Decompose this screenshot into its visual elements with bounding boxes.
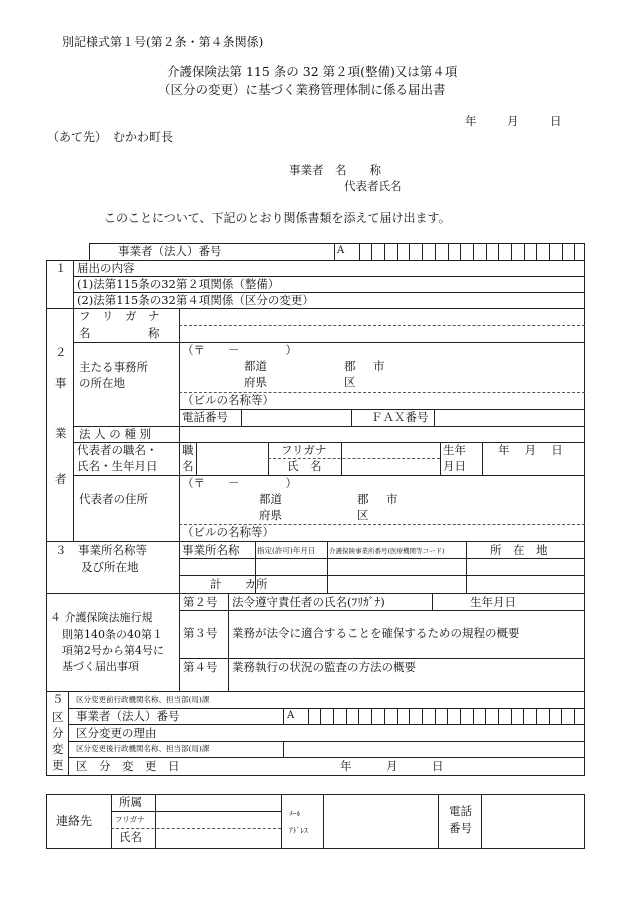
contact-name: 氏名 bbox=[119, 830, 142, 844]
representative-label: 代表者氏名 bbox=[344, 179, 402, 193]
rep-mei: 名 bbox=[182, 459, 194, 473]
rep-address-label: 代表者の住所 bbox=[79, 492, 148, 506]
addressee: （あて先） むかわ町長 bbox=[47, 130, 174, 144]
rep-building[interactable]: （ビルの名称等） bbox=[182, 525, 274, 539]
contact-furigana: フリガナ bbox=[115, 815, 145, 824]
section4-label-2: 則第140条の40第１ bbox=[62, 628, 163, 641]
section3-label-1: 事業所名称等 bbox=[78, 543, 147, 557]
section5-vchar-4: 更 bbox=[52, 758, 64, 772]
office-todo: 都道 bbox=[244, 359, 267, 373]
office-building[interactable]: （ビルの名称等） bbox=[182, 393, 274, 407]
tel-label: 電話番号 bbox=[182, 410, 228, 424]
rep-fuken: 府県 bbox=[259, 508, 282, 522]
rep-birth-1: 生年 bbox=[443, 443, 466, 457]
rep-birth-date[interactable]: 年 月 日 bbox=[498, 443, 563, 457]
rep-furigana: フリガナ bbox=[281, 443, 327, 457]
form-title-line1: 介護保険法第 115 条の 32 第２項(整備)又は第４項 bbox=[167, 64, 458, 79]
section2-vchar-1: 事 bbox=[55, 376, 67, 390]
section2-vchar-2: 業 bbox=[55, 426, 67, 440]
rep-label-2: 氏名・生年月日 bbox=[77, 459, 158, 473]
rep-name: 氏 名 bbox=[287, 459, 322, 473]
office-postal[interactable]: （〒 － ） bbox=[182, 343, 297, 357]
col-designation-date: 指定(許可)年月日 bbox=[257, 546, 316, 555]
change-date-value[interactable]: 年 月 日 bbox=[340, 759, 444, 773]
section3-total: 計 カ所 bbox=[210, 577, 268, 591]
date-day: 日 bbox=[550, 114, 562, 128]
contact-mail-1: ﾒｰﾙ bbox=[289, 809, 301, 818]
contact-label: 連絡先 bbox=[56, 814, 93, 828]
statement: このことについて、下記のとおり関係書類を添えて届け出ます。 bbox=[104, 211, 451, 225]
contact-affiliation: 所属 bbox=[119, 795, 142, 809]
contact-phone-2: 番号 bbox=[449, 821, 472, 835]
change-corp-number-cells[interactable] bbox=[296, 708, 575, 724]
corp-number-label: 事業者（法人）番号 bbox=[118, 244, 222, 258]
section3-number: ３ bbox=[55, 543, 67, 557]
item4-text: 業務執行の状況の監査の方法の概要 bbox=[232, 660, 416, 674]
rep-todo: 都道 bbox=[259, 492, 282, 506]
section2-vchar-3: 者 bbox=[55, 472, 67, 486]
office-ku: 区 bbox=[344, 375, 356, 389]
change-corp-number-label: 事業者（法人）番号 bbox=[76, 709, 180, 723]
section1-label: 届出の内容 bbox=[77, 261, 135, 275]
item3-text: 業務が法令に適合することを確保するための規程の概要 bbox=[232, 626, 520, 640]
form-title-line2: （区分の変更）に基づく業務管理体制に係る届出書 bbox=[158, 82, 446, 97]
rep-shi: 市 bbox=[386, 492, 398, 506]
date-month: 月 bbox=[507, 114, 519, 128]
change-reason-label: 区分変更の理由 bbox=[76, 726, 157, 740]
section5-vchar-2: 分 bbox=[52, 726, 64, 740]
section5-vchar-3: 変 bbox=[52, 742, 64, 756]
change-date-label: 区 分 変 更 日 bbox=[76, 759, 180, 773]
date-year: 年 bbox=[465, 114, 477, 128]
section2-number: ２ bbox=[55, 345, 67, 359]
office-fuken: 府県 bbox=[244, 375, 267, 389]
col-office-name: 事業所名称 bbox=[182, 543, 240, 557]
section3-label-2: 及び所在地 bbox=[81, 560, 139, 574]
office-shi: 市 bbox=[373, 359, 385, 373]
col-office-number: 介護保険事業所番号(医療機関等コード) bbox=[329, 547, 445, 555]
contact-mail-2: ｱﾄﾞﾚｽ bbox=[289, 826, 308, 835]
name-label: 名 称 bbox=[79, 326, 160, 340]
office-gun: 郡 bbox=[344, 359, 356, 373]
section5-number: ５ bbox=[52, 692, 64, 706]
furigana-label: フ リ ガ ナ bbox=[79, 309, 160, 323]
office-label-1: 主たる事務所 bbox=[79, 360, 148, 374]
section1-number: １ bbox=[55, 261, 67, 275]
item3-number: 第３号 bbox=[183, 626, 218, 640]
item2-birth: 生年月日 bbox=[470, 595, 516, 609]
rep-postal[interactable]: （〒 － ） bbox=[182, 476, 297, 490]
rep-birth-2: 月日 bbox=[443, 459, 466, 473]
business-name-label: 事業者 名 称 bbox=[289, 163, 381, 177]
prev-org-label: 区分変更前行政機関名称、担当部(局)課 bbox=[76, 695, 210, 704]
rep-ku: 区 bbox=[357, 508, 369, 522]
form-number: 別記様式第１号(第２条・第４条関係) bbox=[62, 35, 264, 49]
section4-label-1: ４ 介護保険法施行規 bbox=[50, 611, 153, 624]
section5-vchar-1: 区 bbox=[52, 710, 64, 724]
col-location: 所 在 地 bbox=[490, 543, 548, 557]
section4-label-3: 項第2号から第4号に bbox=[62, 644, 164, 657]
section1-option2[interactable]: (2)法第115条の32第４項関係（区分の変更） bbox=[77, 293, 314, 307]
office-label-2: の所在地 bbox=[79, 376, 125, 390]
rep-shoku: 職 bbox=[182, 443, 194, 457]
item4-number: 第４号 bbox=[183, 660, 218, 674]
contact-phone-1: 電話 bbox=[449, 804, 472, 818]
change-corp-number-prefix: A bbox=[287, 710, 295, 721]
section1-option1[interactable]: (1)法第115条の32第２項関係（整備） bbox=[77, 277, 280, 291]
item2-text: 法令遵守責任者の氏名(ﾌﾘｶﾞﾅ) bbox=[232, 595, 385, 609]
rep-label-1: 代表者の職名・ bbox=[77, 443, 158, 457]
section4-label-4: 基づく届出事項 bbox=[62, 660, 139, 673]
corp-number-cells[interactable] bbox=[347, 243, 575, 260]
next-org-label: 区分変更後行政機関名称、担当部(局)課 bbox=[76, 744, 210, 753]
corp-number-prefix: A bbox=[337, 245, 345, 256]
corp-type-label: 法 人 の 種 別 bbox=[79, 427, 152, 441]
fax-label: ＦＡＸ番号 bbox=[371, 410, 429, 424]
rep-gun: 郡 bbox=[357, 492, 369, 506]
item2-number: 第２号 bbox=[183, 595, 218, 609]
